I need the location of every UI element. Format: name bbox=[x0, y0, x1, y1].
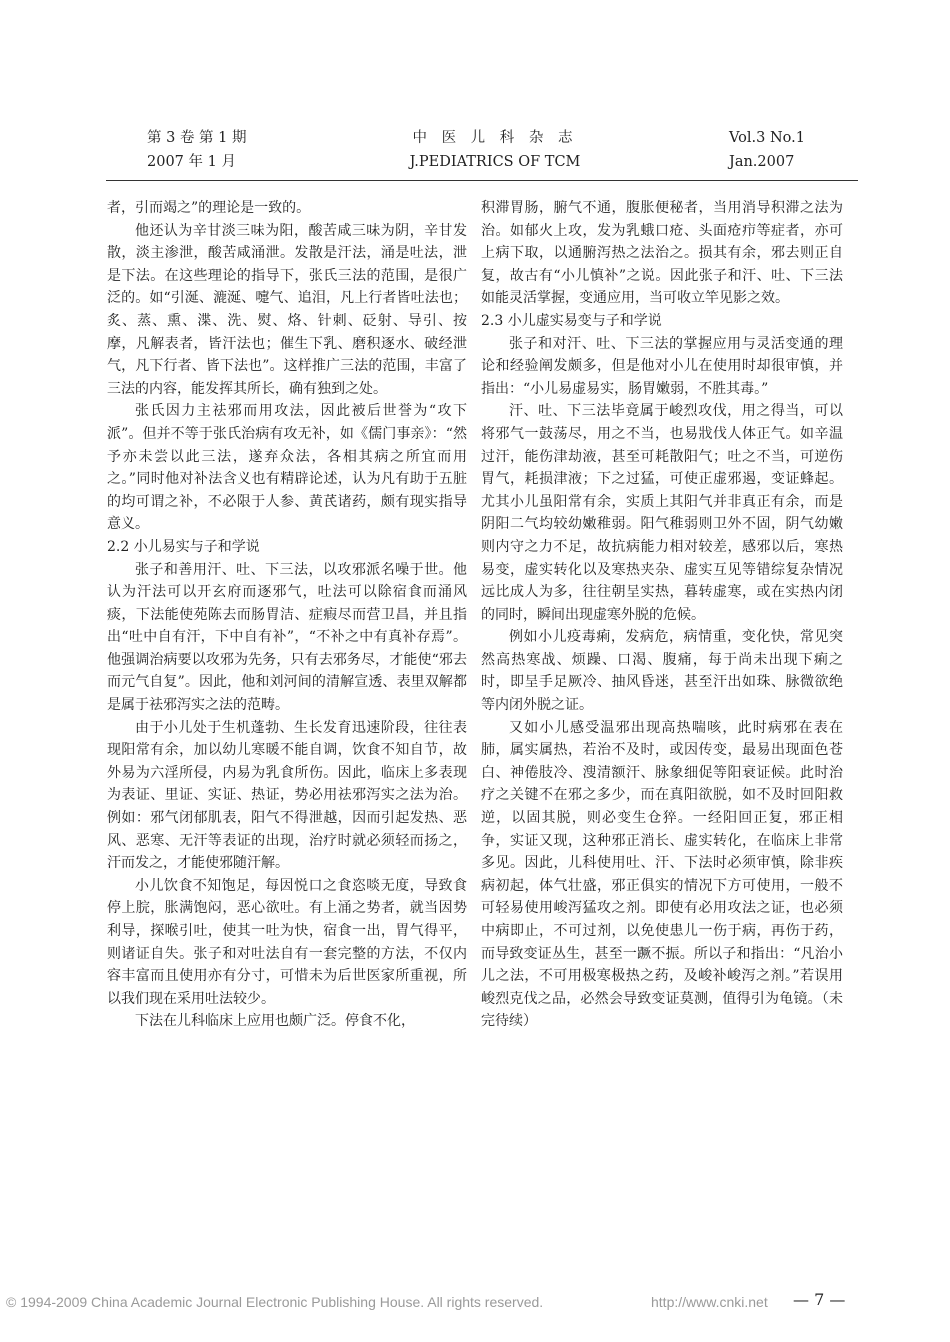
section-heading: 2.3 小儿虚实易变与子和学说 bbox=[481, 312, 662, 329]
paragraph: 者，引而竭之”的理论是一致的。 bbox=[107, 200, 311, 216]
paragraph: 小儿饮食不知饱足，每因悦口之食恣啖无度，导致食停上脘，胀满饱闷，恶心欲吐。有上涌之势者，就当因势利导，探喉引吐，使其一吐为快，宿食一出，胃气得平，则诸证自失。张子和对吐法自有一套完整的方法，不仅内容丰富而且使用亦有分寸，可惜未为后世医家所重视，所以我们现在采用吐法较少。 bbox=[107, 877, 467, 1007]
paragraph: 张子和对汗、吐、下三法的掌握应用与灵活变通的理论和经验阐发颇多，但是他对小儿在使用时却很审慎，并指出：“小儿易虚易实，肠胃嫩弱，不胜其毒。” bbox=[481, 335, 843, 397]
paragraph: 张氏因力主祛邪而用攻法，因此被后世誉为“攻下派”。但并不等于张氏治病有攻无补，如《儒门事亲》：“然予亦未尝以此三法，遂弃众法，各相其病之所宜而用之。”同时他对补法含义也有精辟论述，认为凡有助于五脏的均可谓之补，不必限于人参、黄芪诸药，颇有现实指导意义。 bbox=[107, 403, 467, 533]
paragraph: 由于小儿处于生机蓬勃、生长发育迅速阶段，往往表现阳常有余，加以幼儿寒暖不能自调，饮食不知自节，故外易为六淫所侵，内易为乳食所伤。因此，临床上多表现为表证、里证、实证、热证，势必用祛邪泻实之法为治。例如：邪气闭郁肌表，阳气不得泄越，因而引起发热、恶风、恶寒、无汗等表证的出现，治疗时就必须轻而扬之，汗而发之，才能使邪随汗解。 bbox=[107, 719, 467, 872]
footer-copyright: © 1994-2009 China Academic Journal Electronic Publishing House. All rights reserved. bbox=[6, 1294, 544, 1310]
header-date-en: Jan.2007 bbox=[729, 154, 795, 170]
page-number: — 7 — bbox=[793, 1290, 846, 1309]
paragraph: 又如小儿感受温邪出现高热喘咳，此时病邪在表在肺，属实属热，若治不及时，或因传变，最易出现面色苍白、神倦肢冷、溲清额汗、脉象细促等阳衰证候。此时治疗之关键不在邪之多少，而在真阳欲脱，如不及时回阳救逆，以固其脱，则必变生仓猝。一经阳回正复，邪正相争，实证又现，这种邪正消长、虚实转化，在临床上非常多见。因此，儿科使用吐、汗、下法时必须审慎，除非疾病初起，体气壮盛，邪正俱实的情况下方可使用，一般不可轻易使用峻泻猛攻之剂。即使有必用攻法之证，也必须中病即止，不可过剂，以免使患儿一伤于病，再伤于药，而导致变证丛生，甚至一蹶不振。所以子和指出：“凡治小儿之法，不可用极寒极热之药，及峻补峻泻之剂。”若误用峻烈克伐之品，必然会导致变证莫测，值得引为龟镜。（未完待续） bbox=[481, 719, 843, 1030]
section-heading: 2.2 小儿易实与子和学说 bbox=[107, 538, 260, 555]
right-column bbox=[481, 197, 843, 1033]
paragraph: 积滞胃肠，腑气不通，腹胀便秘者，当用消导积滞之法为治。如郁火上攻，发为乳蛾口疮、头面疮疖等症者，亦可上病下取，以通腑泻热之法治之。损其有余，邪去则正自复，故古有“小儿慎补”之说。因此张子和汗、吐、下三法如能灵活掌握，变通应用，当可收立竿见影之效。 bbox=[481, 200, 843, 307]
header-journal-name-en: J.PEDIATRICS OF TCM bbox=[409, 154, 581, 170]
header-date: 2007 年 1 月 bbox=[147, 154, 236, 170]
left-column bbox=[107, 197, 467, 1033]
header-vol-no: Vol.3 No.1 bbox=[729, 130, 805, 146]
header-journal-title bbox=[395, 126, 595, 174]
paragraph: 例如小儿疫毒痢，发病危，病情重，变化快，常见突然高热寒战、烦躁、口渴、腹痛，每于尚未出现下痢之时，即呈手足厥冷、抽风昏迷，甚至汗出如珠、脉微欲绝等内闭外脱之证。 bbox=[481, 629, 843, 714]
header-rule bbox=[106, 180, 858, 181]
footer-url: http://www.cnki.net bbox=[651, 1294, 768, 1310]
header-volume-issue: 第 3 卷 第 1 期 bbox=[147, 130, 247, 146]
header-volume-info bbox=[729, 126, 805, 174]
paragraph: 张子和善用汗、吐、下三法，以攻邪派名噪于世。他认为汗法可以开玄府而逐邪气，吐法可以除宿食而涌风痰，下法能使苑陈去而肠胃洁、症瘕尽而营卫昌，并且指出“吐中自有汗，下中自有补”，“不补之中有真补存焉”。他强调治病要以攻邪为先务，只有去邪务尽，才能使“邪去而元气自复”。因此，他和刘河间的清解宣透、表里双解都是属于祛邪泻实之法的范畴。 bbox=[107, 561, 467, 714]
paragraph: 下法在儿科临床上应用也颇广泛。停食不化， bbox=[135, 1013, 415, 1030]
header-issue-info bbox=[147, 126, 247, 174]
paragraph: 汗、吐、下三法毕竟属于峻烈攻伐，用之得当，可以将邪气一鼓荡尽，用之不当，也易戕伐人体正气。如辛温过汗，能伤津劫液，甚至可耗散阳气；吐之不当，可逆伤胃气，耗损津液；下之过猛，可使正虚邪遏，变证蜂起。尤其小儿虽阳常有余，实质上其阳气并非真正有余，而是阴阳二气均较幼嫩稚弱。阳气稚弱则卫外不固，阴气幼嫩则内守之力不足，故抗病能力相对较差，感邪以后，寒热易变，虚实转化以及寒热夹杂、虚实互见等错综复杂情况远比成人为多，往往朝呈实热，暮转虚寒，或在实热内闭的同时，瞬间出现虚寒外脱的危候。 bbox=[481, 403, 843, 623]
paragraph: 他还认为辛甘淡三味为阳，酸苦咸三味为阴，辛甘发散，淡主渗泄，酸苦咸涌泄。发散是汗法，涌是吐法，泄是下法。在这些理论的指导下，张氏三法的范围，是很广泛的。如“引涎、漉涎、嚏气、追泪，凡上行者皆吐法也；炙、蒸、熏、渫、洗、熨、烙、针刺、砭射、导引、按摩，凡解表者，皆汗法也；催生下乳、磨积逐水、破经泄气，凡下行者、皆下法也”。这样推广三法的范围，丰富了三法的内容，能发挥其所长，确有独到之处。 bbox=[107, 222, 467, 397]
header-journal-name-cn: 中 医 儿 科 杂 志 bbox=[412, 130, 578, 146]
